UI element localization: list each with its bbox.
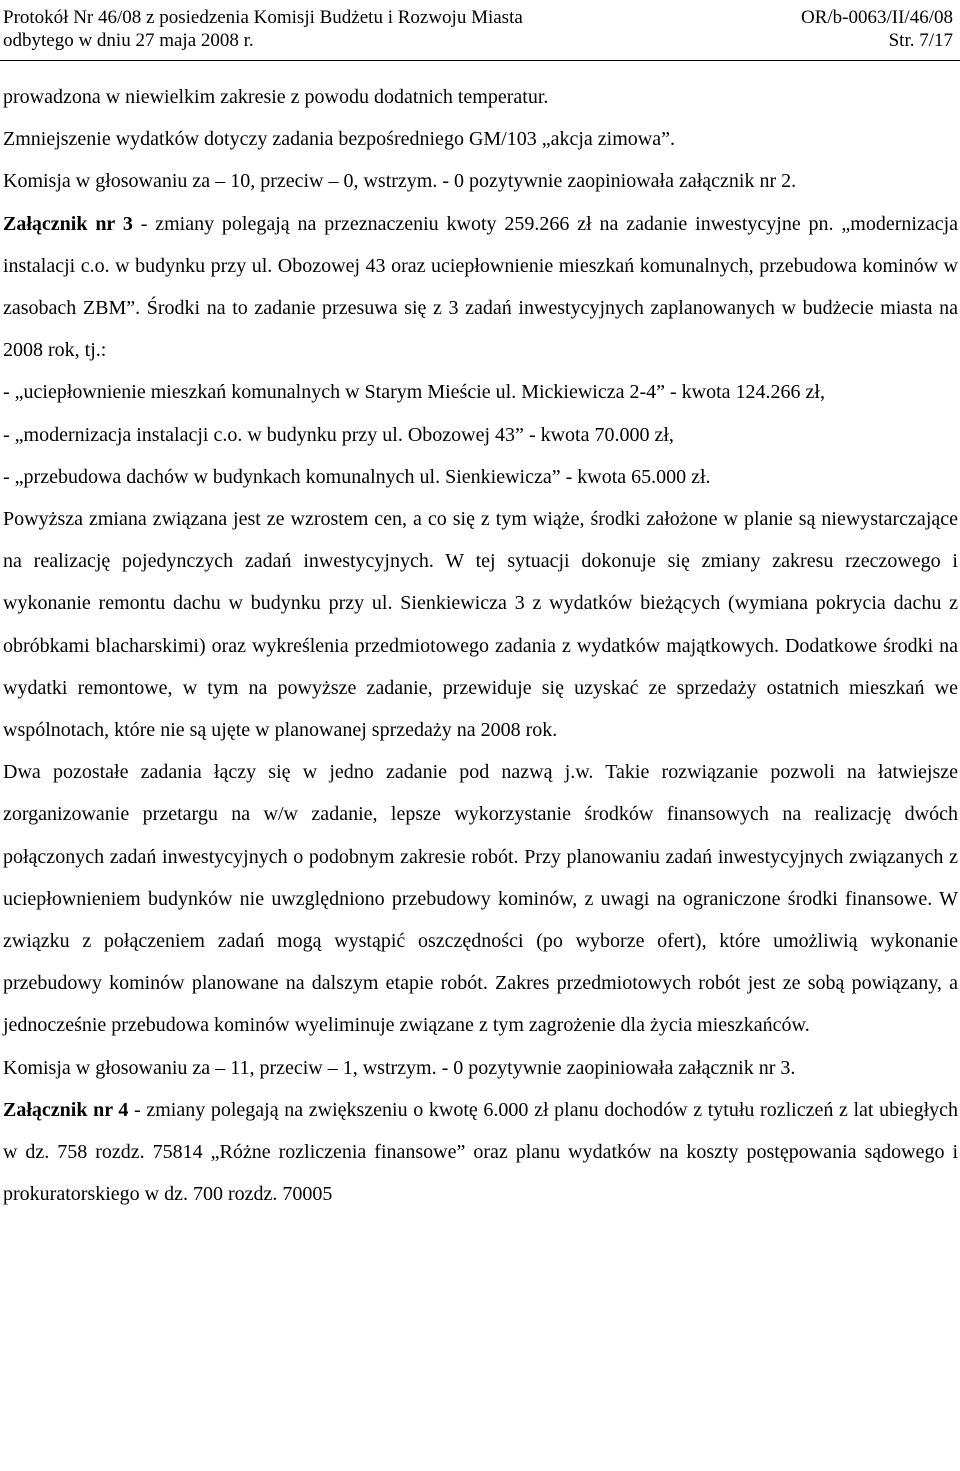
header-row-2	[3, 29, 953, 52]
meeting-date: odbytego w dniu 27 maja 2008 r.	[3, 30, 254, 51]
attachment-heading: Załącznik nr 3	[3, 212, 133, 235]
document-reference: OR/b-0063/II/46/08	[801, 7, 953, 28]
attachment-heading: Załącznik nr 4	[3, 1098, 129, 1121]
header-row-1	[3, 6, 953, 29]
paragraph: Powyższa zmiana związana jest ze wzrostem cen, a co się z tym wiąże, środki założone w planie są niewystarczające na realizację pojedynczych zadań inwestycyjnych. W tej sytuacji dokonuje się zmiany zakresu rzeczowego i wykonanie remontu dachu w budynku przy ul. Sienkiewicza 3 z wydatków bieżących (wymiana pokrycia dachu z obróbkami blacharskimi) oraz wykreślenia przedmiotowego zadania z wydatków majątkowych. Dodatkowe środki na wydatki remontowe, w tym na powyższe zadanie, przewiduje się uzyskać ze sprzedaży ostatnich mieszkań we wspólnotach, które nie są ujęte w planowanej sprzedaży na 2008 rok.	[3, 508, 958, 742]
document-title: Protokół Nr 46/08 z posiedzenia Komisji Budżetu i Rozwoju Miasta	[3, 7, 523, 28]
header-divider	[0, 60, 960, 61]
paragraph: Komisja w głosowaniu za – 11, przeciw – 1, wstrzym. - 0 pozytywnie zaopiniowała załącznik nr 3.	[3, 1056, 796, 1079]
list-item: - „uciepłownienie mieszkań komunalnych w Starym Mieście ul. Mickiewicza 2-4” - kwota 124.266 zł,	[3, 381, 825, 404]
page-header	[3, 6, 953, 52]
paragraph: Zmniejszenie wydatków dotyczy zadania bezpośredniego GM/103 „akcja zimowa”.	[3, 128, 675, 151]
paragraph: Załącznik nr 4 - zmiany polegają na zwiększeniu o kwotę 6.000 zł planu dochodów z tytułu rozliczeń z lat ubiegłych w dz. 758 rozdz. 75814 „Różne rozliczenia finansowe” oraz planu wydatków na koszty postępowania sądowego i prokuratorskiego w dz. 700 rozdz. 70005	[3, 1098, 959, 1206]
list-item: - „modernizacja instalacji c.o. w budynku przy ul. Obozowej 43” - kwota 70.000 zł,	[3, 423, 674, 446]
page-number: Str. 7/17	[888, 30, 953, 51]
paragraph: Załącznik nr 3 - zmiany polegają na przeznaczeniu kwoty 259.266 zł na zadanie inwestycyjne pn. „modernizacja instalacji c.o. w budynku przy ul. Obozowej 43 oraz uciepłownienie mieszkań komunalnych, przebudowa kominów w zasobach ZBM”. Środki na to zadanie przesuwa się z 3 zadań inwestycyjnych zaplanowanych w budżecie miasta na 2008 rok, tj.:	[3, 212, 959, 362]
paragraph: Komisja w głosowaniu za – 10, przeciw – 0, wstrzym. - 0 pozytywnie zaopiniowała załącznik nr 2.	[3, 170, 797, 193]
paragraph: Dwa pozostałe zadania łączy się w jedno zadanie pod nazwą j.w. Takie rozwiązanie pozwoli na łatwiejsze zorganizowanie przetargu na w/w zadanie, lepsze wykorzystanie środków finansowych na realizację dwóch połączonych zadań inwestycyjnych o podobnym zakresie robót. Przy planowaniu zadań inwestycyjnych związanych z uciepłownieniem budynków nie uwzględniono przebudowy kominów, z uwagi na ograniczone środki finansowe. W związku z połączeniem zadań mogą wystąpić oszczędności (po wyborze ofert), które umożliwią wykonanie przebudowy kominów planowane na dalszym etapie robót. Zakres przedmiotowych robót jest ze sobą powiązany, a jednocześnie przebudowa kominów wyeliminuje związane z tym zagrożenie dla życia mieszkańców.	[3, 761, 958, 1037]
list-item: - „przebudowa dachów w budynkach komunalnych ul. Sienkiewicza” - kwota 65.000 zł.	[3, 465, 711, 488]
document-body	[3, 76, 958, 1215]
paragraph: prowadzona w niewielkim zakresie z powodu dodatnich temperatur.	[3, 86, 549, 108]
